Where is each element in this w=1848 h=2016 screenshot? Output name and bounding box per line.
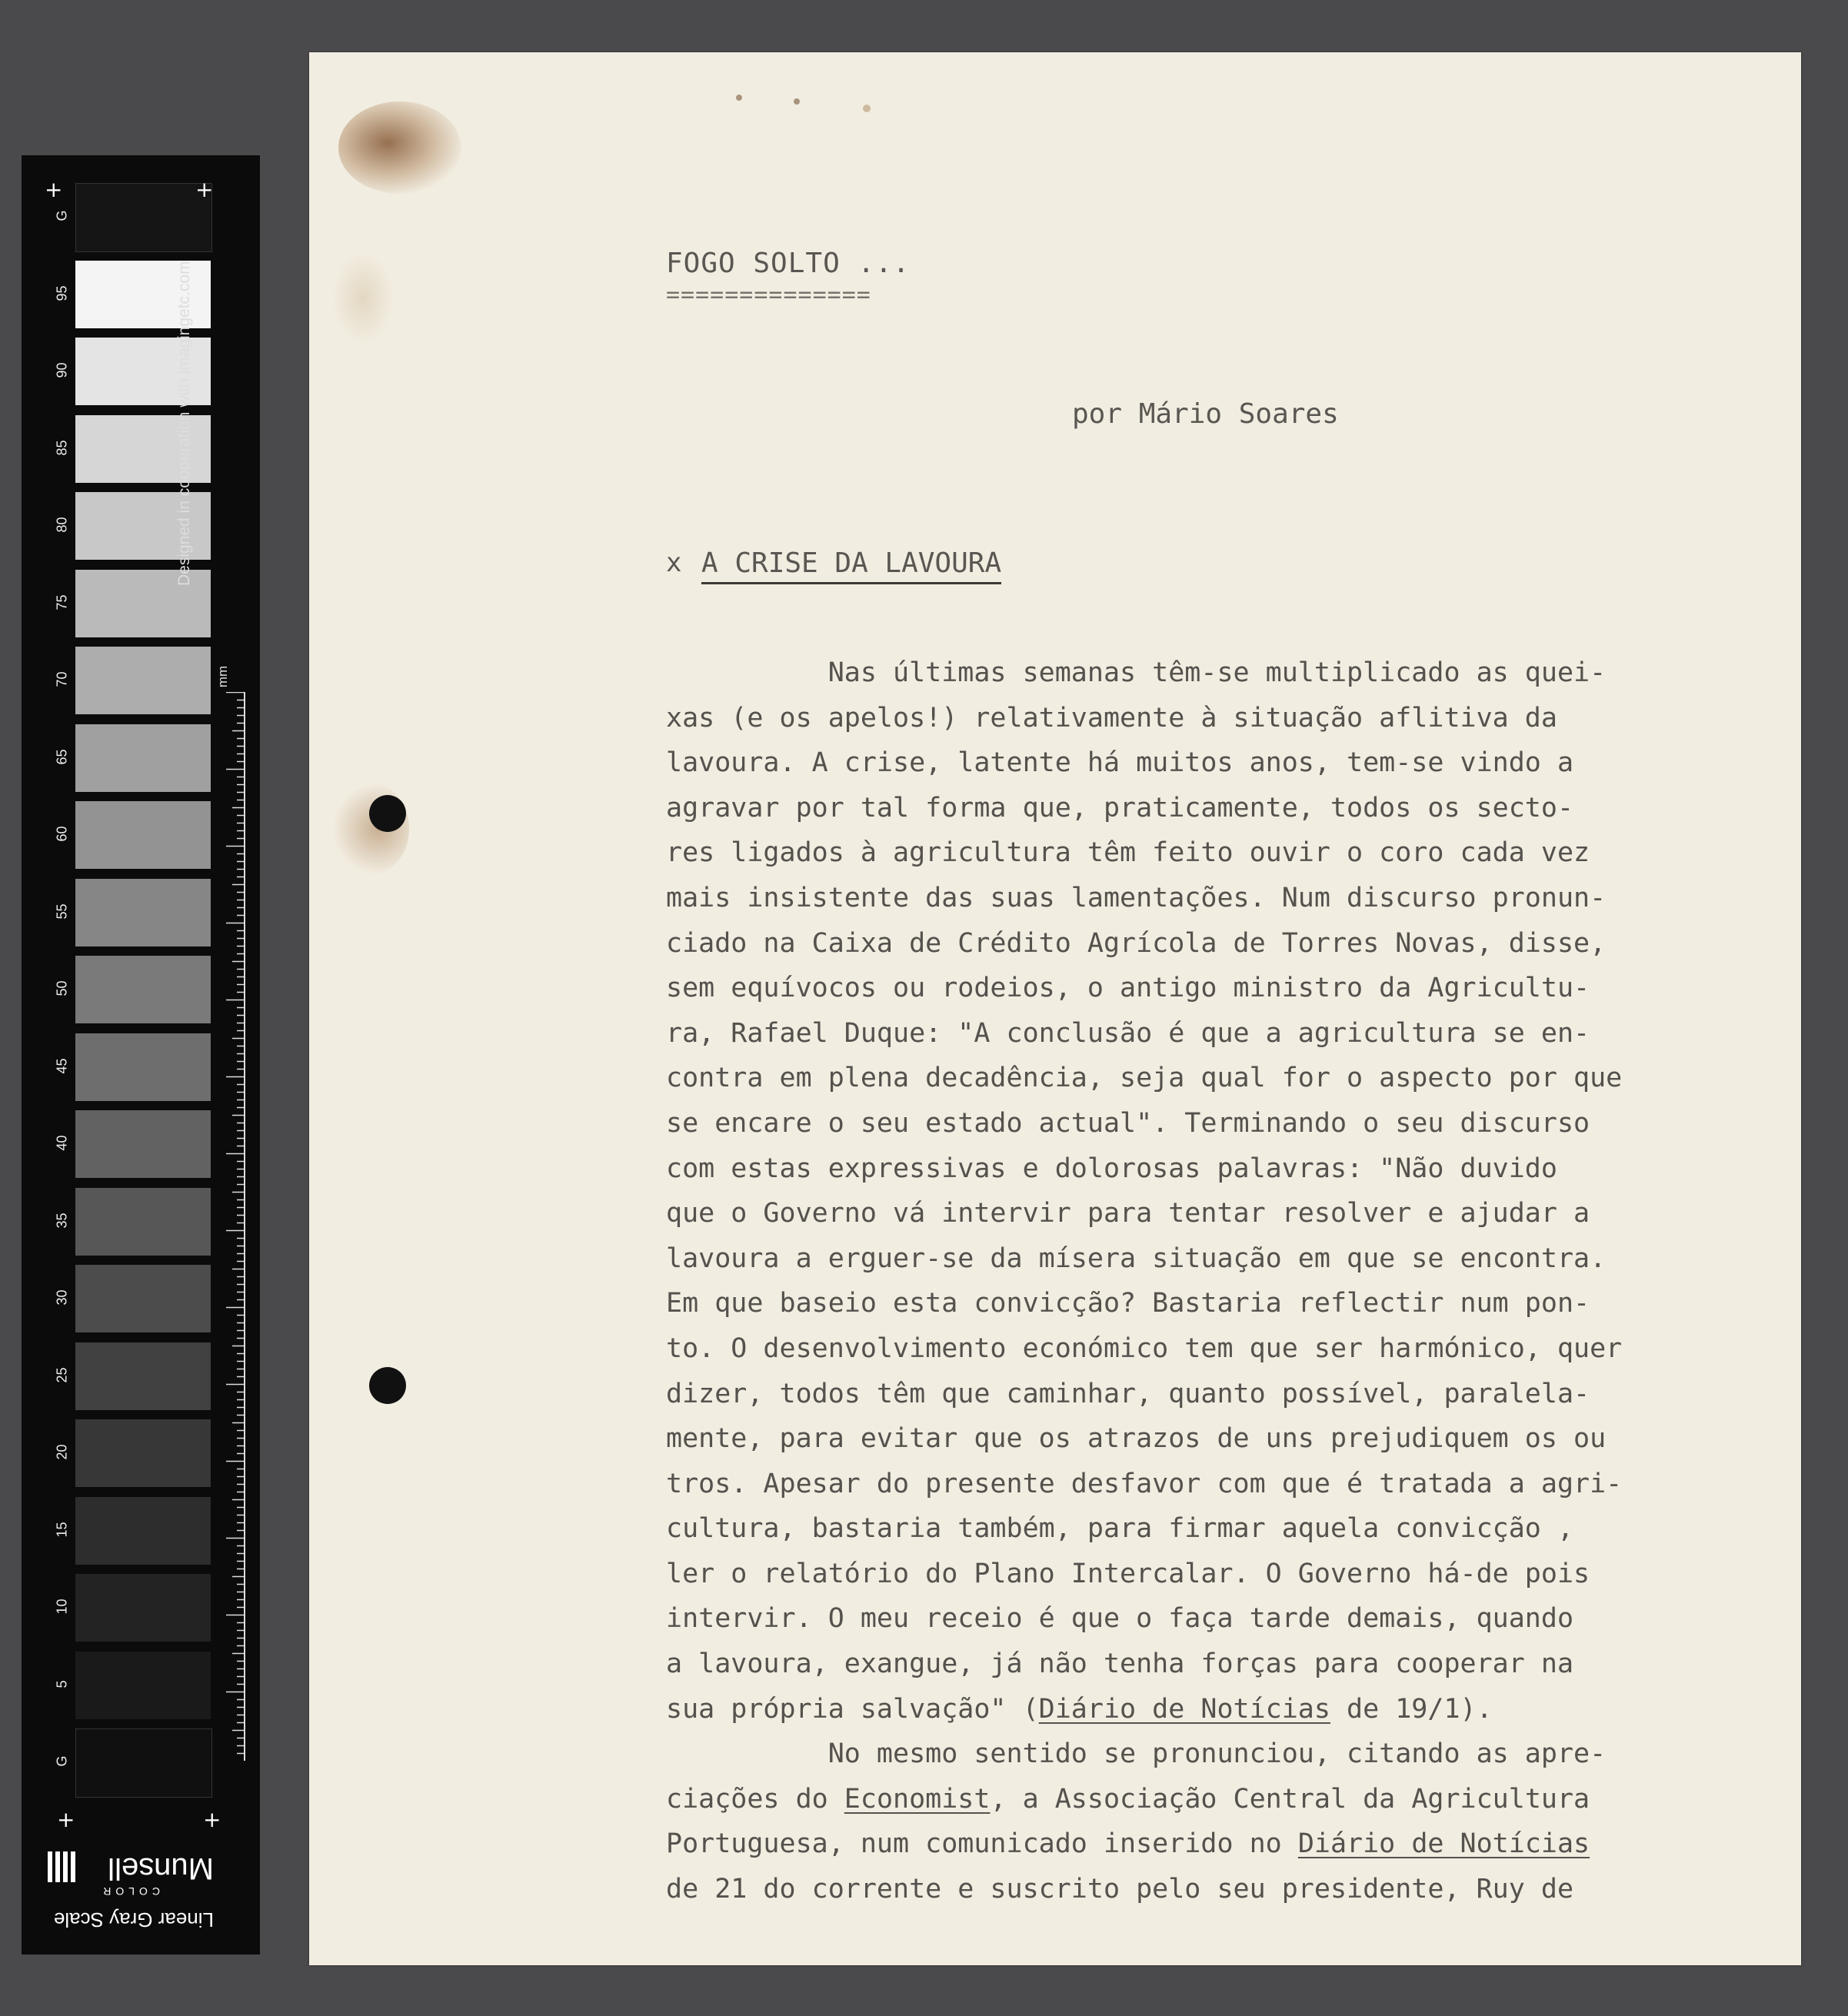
gray-patch — [75, 1574, 211, 1642]
section-title: A CRISE DA LAVOURA — [701, 547, 1001, 584]
gray-scale-card — [22, 155, 260, 1954]
body-line — [666, 1687, 1766, 1732]
body-line: Nas últimas semanas têm-se multiplicado as quei- — [666, 657, 1607, 688]
body-line: a lavoura, exangue, já não tenha forças para cooperar na — [666, 1648, 1574, 1680]
gray-patch-label: 15 — [54, 1521, 70, 1538]
body-line: tros. Apesar do presente desfavor com que é tratada a agri- — [666, 1468, 1623, 1499]
body-line: dizer, todos têm que caminhar, quanto possível, paralela- — [666, 1378, 1590, 1409]
body-line: que o Governo vá intervir para tentar resolver e ajudar a — [666, 1198, 1590, 1229]
text-segment: de 19/1). — [1330, 1693, 1493, 1725]
body-line: mente, para evitar que os atrazos de uns prejudiquem os ou — [666, 1423, 1607, 1455]
body-line: xas (e os apelos!) relativamente à situação aflitiva da — [666, 702, 1557, 734]
brand-name: Munsell — [108, 1851, 214, 1885]
punch-hole — [369, 795, 406, 832]
gray-patch-label: G — [54, 1755, 70, 1767]
gray-patch-label: 30 — [54, 1289, 70, 1306]
gray-patch-label: G — [54, 210, 70, 221]
gray-patch — [75, 1033, 211, 1101]
gray-patch-label: 25 — [54, 1366, 70, 1383]
gray-patch-label: 80 — [54, 517, 70, 533]
gray-patch-label: 65 — [54, 748, 70, 765]
stain — [736, 95, 742, 101]
gray-patch-label: 45 — [54, 1057, 70, 1074]
body-line: No mesmo sentido se pronunciou, citando as apre- — [666, 1738, 1607, 1770]
gray-patch — [75, 1188, 211, 1256]
gray-patch-label: 5 — [54, 1680, 70, 1688]
munsell-logo-icon — [45, 1851, 75, 1882]
brand-title: Linear Gray Scale — [53, 1908, 214, 1931]
stain — [338, 101, 461, 194]
gray-patch — [75, 1110, 211, 1178]
body-text — [666, 650, 1766, 1912]
stain — [332, 252, 394, 344]
body-line: sem equívocos ou rodeios, o antigo ministro da Agricultu- — [666, 973, 1590, 1004]
title-underline: ============== — [666, 281, 871, 308]
brand-sub: COLOR — [98, 1885, 160, 1898]
gray-patch — [75, 801, 211, 869]
gray-patch — [75, 879, 211, 946]
gray-patch-label: 50 — [54, 980, 70, 996]
article-title: FOGO SOLTO ... — [666, 248, 911, 279]
body-line — [666, 1821, 1766, 1867]
gray-patch — [75, 1652, 211, 1719]
underlined-citation: Economist — [844, 1783, 991, 1815]
body-line: to. O desenvolvimento económico tem que ser harmónico, quer — [666, 1332, 1623, 1364]
body-line: mais insistente das suas lamentações. Num discurso pronun- — [666, 882, 1607, 913]
gray-patch-label: 20 — [54, 1444, 70, 1460]
stain — [794, 98, 800, 105]
gray-patch — [75, 647, 211, 714]
registration-mark: + — [203, 1807, 221, 1832]
gray-patch-label: 75 — [54, 594, 70, 610]
gray-patch-label: 85 — [54, 439, 70, 456]
gray-patch — [75, 1265, 211, 1332]
punch-hole — [369, 1367, 406, 1404]
body-line: ler o relatório do Plano Intercalar. O Governo há-de pois — [666, 1558, 1590, 1589]
registration-mark: + — [57, 1807, 75, 1832]
gray-patch — [75, 724, 211, 792]
underlined-citation: Diário de Notícias — [1038, 1693, 1330, 1725]
gray-patch-label: 55 — [54, 903, 70, 920]
gray-patch-label: 95 — [54, 284, 70, 301]
gray-patch — [75, 956, 211, 1023]
gray-patch — [75, 1497, 211, 1565]
gray-patch — [75, 1419, 211, 1487]
body-line: cultura, bastaria também, para firmar aquela convicção , — [666, 1513, 1574, 1545]
body-line: se encare o seu estado actual". Terminando o seu discurso — [666, 1107, 1590, 1139]
body-line: ra, Rafael Duque: "A conclusão é que a agricultura se en- — [666, 1017, 1590, 1049]
gray-patch — [75, 1342, 211, 1410]
gray-patch-label: 40 — [54, 1135, 70, 1151]
body-line: Em que baseio esta convicção? Bastaria reflectir num pon- — [666, 1288, 1590, 1319]
body-line: de 21 do corrente e suscrito pelo seu presidente, Ruy de — [666, 1874, 1574, 1905]
munsell-brand — [45, 1830, 221, 1945]
body-line: lavoura. A crise, latente há muitos anos, tem-se vindo a — [666, 747, 1574, 779]
body-line: intervir. O meu receio é que o faça tarde demais, quando — [666, 1603, 1574, 1635]
gray-patch-label: 70 — [54, 671, 70, 687]
gray-patch-label: 10 — [54, 1598, 70, 1615]
body-line: contra em plena decadência, seja qual for o aspecto por que — [666, 1063, 1623, 1094]
body-line: agravar por tal forma que, praticamente, todos os secto- — [666, 792, 1574, 823]
body-line: res ligados à agricultura têm feito ouvir o coro cada vez — [666, 837, 1590, 869]
body-line: com estas expressivas e dolorosas palavras: "Não duvido — [666, 1153, 1557, 1184]
ruler-unit-label: mm — [215, 665, 231, 688]
mm-ruler — [223, 692, 246, 1761]
byline: por Mário Soares — [1072, 398, 1339, 430]
underlined-citation: Diário de Notícias — [1297, 1828, 1590, 1860]
body-line: lavoura a erguer-se da mísera situação em que se encontra. — [666, 1243, 1607, 1274]
text-segment: sua própria salvação" ( — [666, 1693, 1039, 1725]
gray-patch-label: 60 — [54, 826, 70, 842]
gray-patch-label: 35 — [54, 1212, 70, 1229]
body-line — [666, 1777, 1766, 1822]
body-line: ciado na Caixa de Crédito Agrícola de Torres Novas, disse, — [666, 927, 1607, 959]
text-segment: ciações do — [666, 1783, 844, 1815]
section-mark: x — [666, 547, 682, 578]
text-segment: Portuguesa, num comunicado inserido no — [666, 1828, 1298, 1860]
gray-patch-label: 90 — [54, 362, 70, 378]
stain — [863, 105, 871, 112]
text-segment: , a Associação Central da Agricultura — [990, 1783, 1590, 1815]
registration-mark: + — [195, 177, 214, 202]
registration-mark: + — [45, 177, 63, 202]
gray-patch — [75, 1728, 212, 1798]
scale-credit-text: Designed in cooperation with imagingetc.com — [175, 261, 193, 586]
